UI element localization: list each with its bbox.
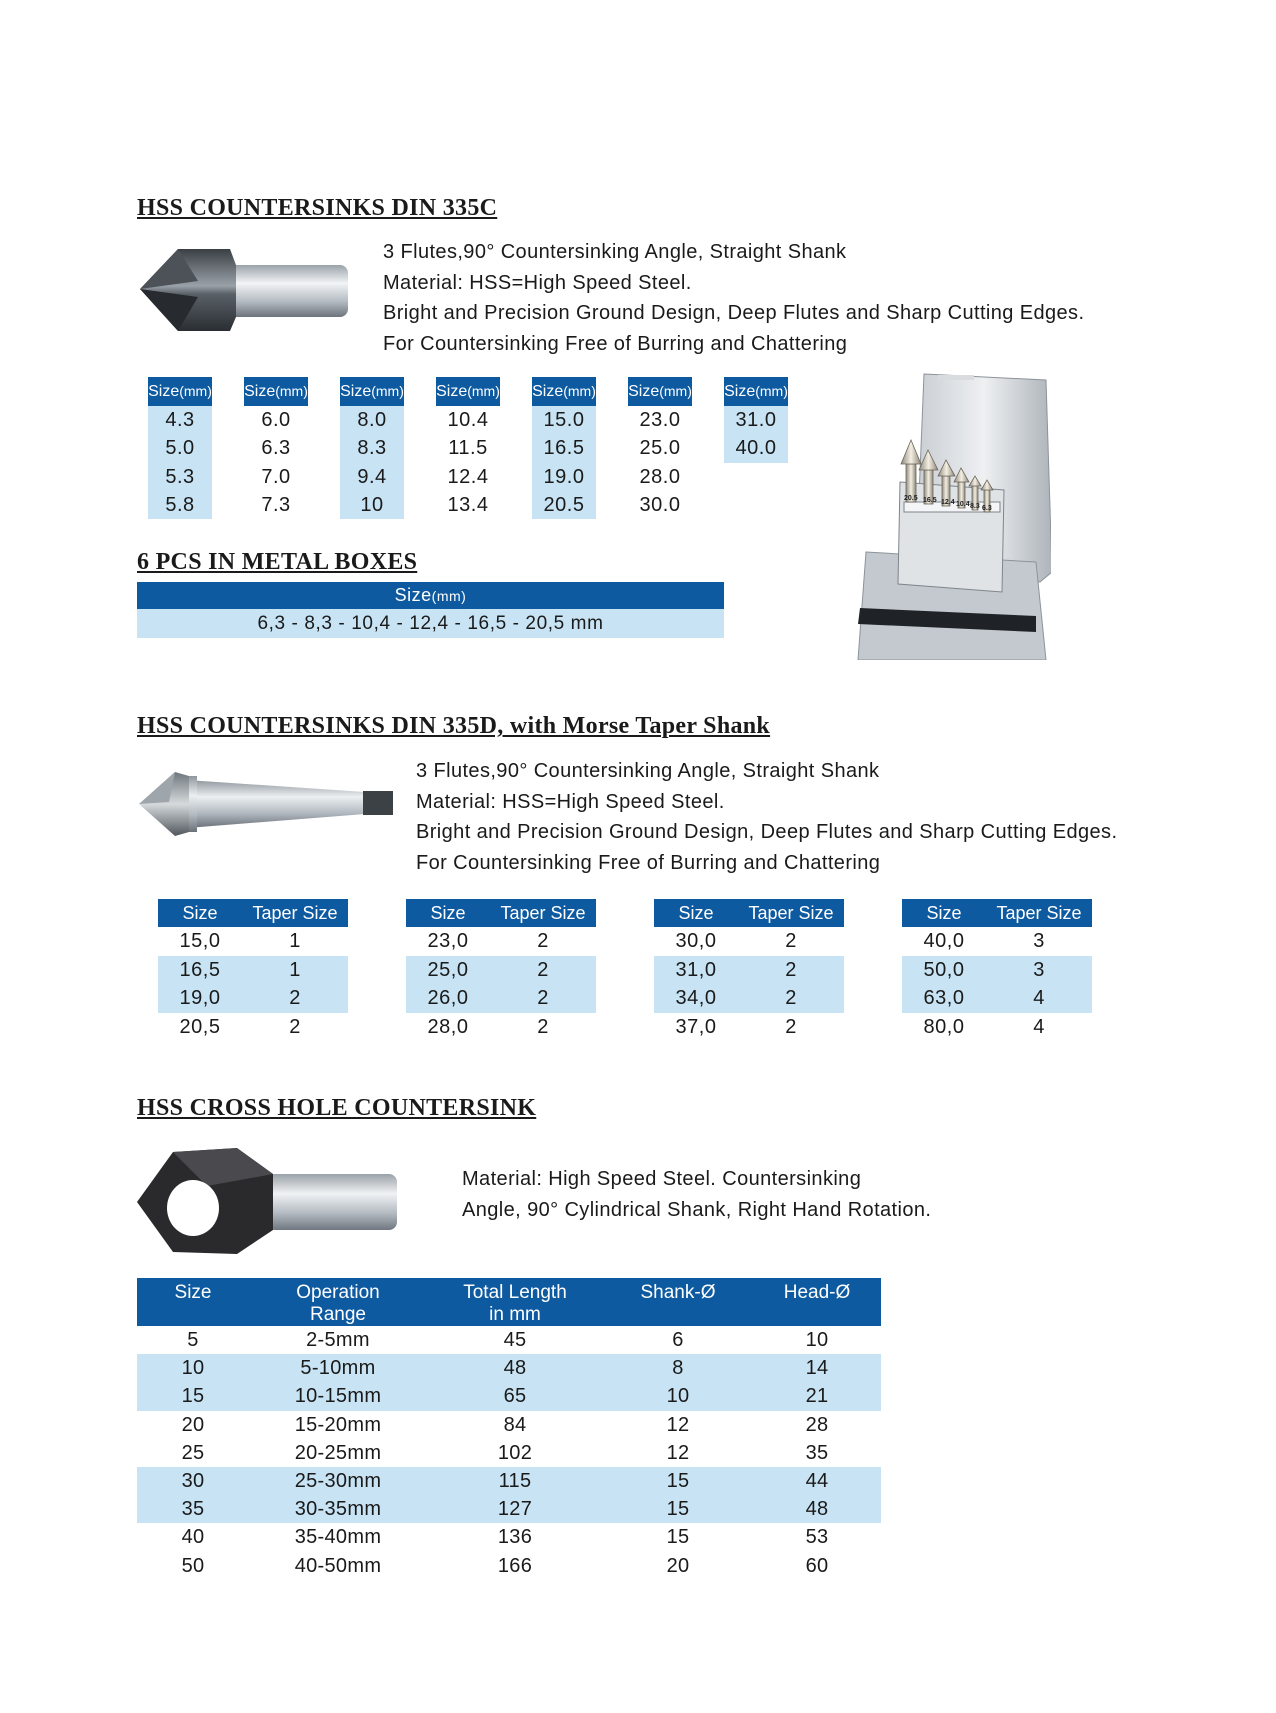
taper-header-size: Size [926, 903, 962, 923]
cross-table-cell: 35-40mm [294, 1526, 382, 1549]
section2-line: 3 Flutes,90° Countersinking Angle, Straight Shank [416, 760, 880, 782]
cross-table-cell: 166 [497, 1554, 533, 1577]
taper-size-value: 25,0 [427, 958, 469, 981]
size-column-header [436, 377, 500, 406]
section1-title: HSS COUNTERSINKS DIN 335C [137, 195, 498, 221]
size-value: 8.3 [357, 437, 387, 460]
size-value: 5.8 [165, 493, 195, 516]
cross-table-cell: 44 [805, 1470, 829, 1492]
cross-table-cell: 65 [503, 1385, 527, 1408]
section1-description [383, 237, 1084, 359]
taper-taper-value: 2 [537, 1015, 549, 1038]
cross-table-cell: 25-30mm [294, 1470, 382, 1492]
size-header-label: Size [340, 383, 372, 400]
taper-size-value: 50,0 [923, 958, 965, 981]
size-value: 6.0 [261, 409, 291, 431]
size-column-header [244, 377, 308, 406]
size-header-label: Size [436, 383, 468, 400]
cross-table-cell: 60 [805, 1554, 829, 1577]
cross-table-cell: 48 [805, 1498, 829, 1521]
section2-title: HSS COUNTERSINKS DIN 335D, with Morse Taper Shank [137, 713, 771, 739]
size-value: 12.4 [447, 465, 489, 488]
taper-taper-value: 3 [1033, 930, 1045, 952]
size-header-unit: (mm) [563, 383, 596, 399]
box-image-label: 20.5 [904, 495, 918, 502]
section3-line: Angle, 90° Cylindrical Shank, Right Hand Rotation. [462, 1198, 932, 1221]
cross-header-line: in mm [489, 1304, 541, 1325]
size-value: 10.4 [447, 409, 489, 431]
size-header-label: Size [244, 383, 276, 400]
size-value: 40.0 [735, 437, 777, 460]
cross-header-line: Size [174, 1282, 212, 1303]
cross-table-cell: 53 [805, 1526, 829, 1549]
cross-table-cell: 45 [503, 1329, 527, 1351]
size-value: 8.0 [357, 409, 387, 431]
taper-size-value: 20,5 [179, 1015, 221, 1038]
box-title: 6 PCS IN METAL BOXES [137, 549, 418, 575]
cross-table-cell: 35 [805, 1441, 829, 1464]
taper-taper-value: 2 [289, 1015, 301, 1038]
size-header-unit: (mm) [275, 383, 308, 399]
cross-header-cell [753, 1282, 881, 1304]
size-column-header [724, 377, 788, 406]
taper-header-taper: Taper Size [996, 903, 1082, 923]
taper-size-value: 23,0 [427, 930, 469, 952]
box-image-label: 8.3 [970, 503, 980, 510]
taper-size-value: 30,0 [675, 930, 717, 952]
taper-size-value: 26,0 [427, 987, 469, 1009]
cross-header-line: Total Length [463, 1282, 567, 1303]
cross-table-cell: 15 [666, 1526, 690, 1549]
taper-header-size: Size [678, 903, 714, 923]
cross-table-cell: 6 [672, 1329, 684, 1351]
cross-header-line: Range [310, 1304, 366, 1325]
taper-taper-value: 2 [785, 987, 797, 1009]
box-size-unit: (mm) [431, 588, 467, 604]
cross-header-cell [427, 1282, 603, 1326]
size-column-header [628, 377, 692, 406]
cross-header-cell [137, 1282, 249, 1304]
cross-table-cell: 12 [666, 1441, 690, 1464]
taper-taper-value: 2 [537, 958, 549, 981]
section2-description [416, 756, 1117, 878]
cross-header-line: Operation [296, 1282, 380, 1303]
size-header-unit: (mm) [659, 383, 692, 399]
box-size-header [137, 582, 724, 609]
taper-taper-value: 2 [785, 1015, 797, 1038]
countersink-335d-image [137, 762, 399, 847]
cross-table-cell: 28 [805, 1413, 829, 1436]
size-value: 7.3 [261, 493, 291, 516]
cross-table-cell: 12 [666, 1413, 690, 1436]
taper-size-value: 34,0 [675, 987, 717, 1009]
cross-table-cell: 30 [181, 1470, 205, 1492]
size-value: 23.0 [639, 409, 681, 431]
section3-line: Material: High Speed Steel. Countersinking [462, 1168, 862, 1190]
taper-size-value: 19,0 [179, 987, 221, 1009]
taper-header-size: Size [182, 903, 218, 923]
taper-taper-value: 2 [785, 930, 797, 952]
cross-table-cell: 30-35mm [294, 1498, 382, 1521]
size-value: 31.0 [735, 409, 777, 431]
cross-table-cell: 102 [497, 1441, 533, 1464]
taper-taper-value: 2 [785, 958, 797, 981]
taper-taper-value: 2 [537, 930, 549, 952]
cross-table-cell: 8 [672, 1357, 684, 1380]
size-value: 5.3 [165, 465, 195, 488]
cross-table-cell: 20-25mm [294, 1441, 382, 1464]
box-image-label: 10.4 [956, 501, 970, 508]
taper-size-value: 31,0 [675, 958, 717, 981]
cross-table-cell: 50 [181, 1554, 205, 1577]
size-column-header [532, 377, 596, 406]
size-header-label: Size [628, 383, 660, 400]
taper-size-value: 16,5 [179, 958, 221, 981]
size-header-unit: (mm) [755, 383, 788, 399]
size-header-label: Size [148, 383, 180, 400]
size-value: 19.0 [543, 465, 585, 488]
cross-header-cell [603, 1282, 753, 1304]
cross-table-cell: 115 [498, 1470, 532, 1492]
size-value: 6.3 [261, 437, 291, 460]
size-value: 11.5 [448, 437, 488, 460]
cross-table-cell: 20 [181, 1413, 205, 1436]
taper-header-taper: Taper Size [500, 903, 586, 923]
size-value: 20.5 [543, 493, 585, 516]
taper-size-value: 37,0 [675, 1015, 717, 1038]
cross-table-cell: 15 [666, 1470, 690, 1492]
metal-box-set-image [846, 372, 1051, 660]
taper-header-size: Size [430, 903, 466, 923]
size-value: 9.4 [357, 465, 387, 488]
cross-table-cell: 10-15mm [294, 1385, 382, 1408]
size-value: 10 [360, 493, 384, 516]
cross-table-cell: 35 [181, 1498, 205, 1521]
size-value: 15.0 [543, 409, 585, 431]
taper-taper-value: 2 [289, 987, 301, 1009]
cross-table-cell: 20 [666, 1554, 690, 1577]
size-column-header [148, 377, 212, 406]
section1-line: 3 Flutes,90° Countersinking Angle, Straight Shank [383, 241, 847, 263]
size-header-label: Size [532, 383, 564, 400]
box-image-label: 16.5 [923, 497, 937, 504]
cross-table-cell: 136 [497, 1526, 533, 1549]
taper-size-value: 80,0 [923, 1015, 965, 1038]
taper-taper-value: 4 [1033, 1015, 1045, 1038]
cross-table-cell: 10 [805, 1329, 829, 1351]
size-header-unit: (mm) [179, 383, 212, 399]
cross-table-cell: 40-50mm [294, 1554, 382, 1577]
taper-taper-value: 3 [1033, 958, 1045, 981]
size-header-unit: (mm) [371, 383, 404, 399]
size-value: 25.0 [639, 437, 681, 460]
cross-hole-countersink-image [137, 1146, 402, 1256]
taper-taper-value: 4 [1033, 987, 1045, 1009]
cross-table-cell: 10 [666, 1385, 690, 1408]
cross-table-cell: 15 [666, 1498, 690, 1521]
cross-table-cell: 5-10mm [300, 1357, 376, 1380]
section1-line: Material: HSS=High Speed Steel. [383, 271, 692, 294]
cross-header-cell [249, 1282, 427, 1326]
taper-header-taper: Taper Size [748, 903, 834, 923]
cross-table-cell: 15 [181, 1385, 205, 1408]
size-value: 13.4 [447, 493, 489, 516]
cross-table-cell: 2-5mm [306, 1329, 370, 1351]
taper-size-value: 40,0 [923, 930, 965, 952]
section3-title: HSS CROSS HOLE COUNTERSINK [137, 1095, 537, 1121]
taper-header-taper: Taper Size [252, 903, 338, 923]
size-value: 7.0 [261, 465, 291, 488]
cross-table-cell: 127 [497, 1498, 533, 1521]
taper-taper-value: 1 [289, 958, 301, 981]
cross-table-cell: 84 [503, 1413, 527, 1436]
box-size-label: Size [394, 585, 432, 605]
size-value: 4.3 [165, 409, 195, 431]
cross-header-line: Head-Ø [783, 1282, 851, 1303]
countersink-335c-image [138, 241, 353, 336]
cross-table-cell: 10 [181, 1357, 205, 1380]
size-column-header [340, 377, 404, 406]
cross-table-cell: 21 [805, 1385, 829, 1408]
section3-description [462, 1164, 931, 1225]
section2-line: For Countersinking Free of Burring and Chattering [416, 851, 881, 874]
cross-table-cell: 40 [181, 1526, 205, 1549]
cross-header-line: Shank-Ø [640, 1282, 716, 1303]
taper-taper-value: 1 [289, 930, 301, 952]
size-value: 28.0 [639, 465, 681, 488]
size-value: 5.0 [165, 437, 195, 460]
size-value: 16.5 [543, 437, 585, 460]
section2-line: Bright and Precision Ground Design, Deep Flutes and Sharp Cutting Edges. [416, 821, 1118, 843]
section1-line: For Countersinking Free of Burring and Chattering [383, 332, 848, 355]
box-image-label: 6.3 [982, 505, 992, 512]
box-size-value: 6,3 - 8,3 - 10,4 - 12,4 - 16,5 - 20,5 mm [137, 609, 724, 638]
taper-taper-value: 2 [537, 987, 549, 1009]
cross-table-cell: 48 [503, 1357, 527, 1380]
taper-size-value: 28,0 [427, 1015, 469, 1038]
cross-table-cell: 5 [187, 1329, 199, 1351]
size-header-unit: (mm) [467, 383, 500, 399]
cross-table-cell: 15-20mm [294, 1413, 382, 1436]
taper-size-value: 15,0 [179, 930, 221, 952]
size-value: 30.0 [639, 493, 681, 516]
section1-line: Bright and Precision Ground Design, Deep Flutes and Sharp Cutting Edges. [383, 302, 1085, 324]
cross-table-cell: 14 [805, 1357, 829, 1380]
cross-table-cell: 25 [181, 1441, 205, 1464]
box-image-label: 12.4 [941, 499, 955, 506]
size-header-label: Size [724, 383, 756, 400]
section2-line: Material: HSS=High Speed Steel. [416, 790, 725, 813]
taper-size-value: 63,0 [923, 987, 965, 1009]
